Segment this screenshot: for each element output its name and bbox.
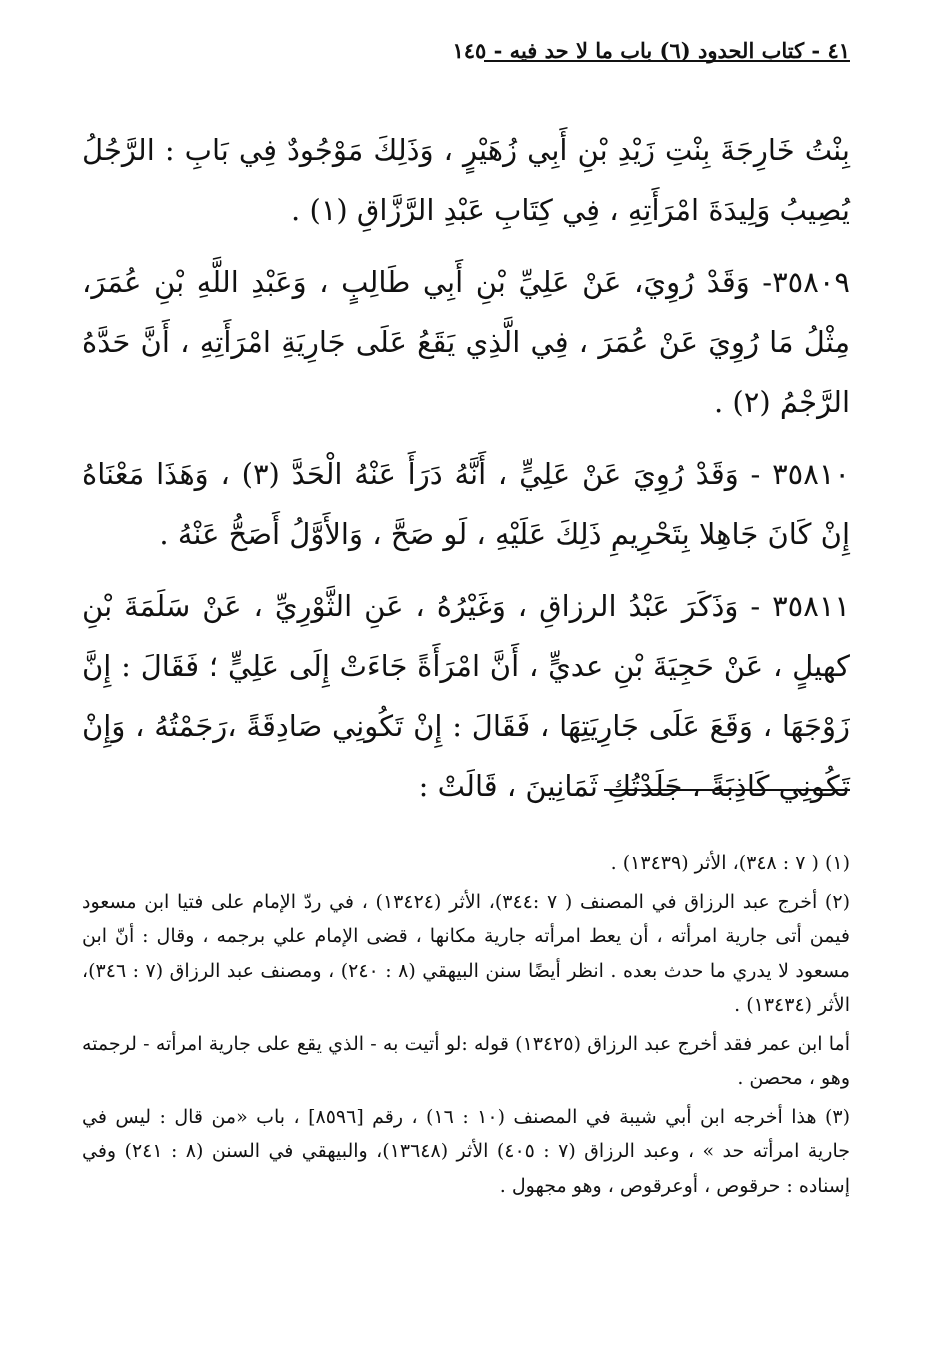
footnote-2: (٢) أخرج عبد الرزاق في المصنف ( ٧ :٣٤٤)، الأثر (١٣٤٢٤) ، في ردّ الإمام على فتيا ابن مسعود فيمن أتى جارية امرأته ، أن يعط امرأته جارية مكانها ، قضى الإمام علي برجمه ، وقال : أنّ ابن مسعود لا يدري ما حدث بعده . انظر أيضًا سنن البيهقي (٨ : ٢٤٠) ، ومصنف عبد الرزاق (٧ : ٣٤٦)، الأثر (١٣٤٣٤) . <box>82 890 850 1016</box>
paragraph-35810: ٣٥٨١٠ - وَقَدْ رُوِيَ عَنْ عَلِيٍّ ، أَنَّهُ دَرَأَ عَنْهُ الْحَدَّ (٣) ، وَهَذَا مَعْنَاهُ إِنْ كَانَ جَاهِلا بِتَحْرِيمِ ذَلِكَ عَلَيْهِ ، لَو صَحَّ ، وَالأَوَّلُ أَصَحُّ عَنْهُ . <box>82 457 850 551</box>
main-text <box>82 120 850 828</box>
footnotes <box>82 846 850 1207</box>
header-rule <box>484 60 850 62</box>
paragraph-35809: ٣٥٨٠٩- وَقَدْ رُوِيَ، عَنْ عَلِيِّ بْنِ أَبِي طَالِبٍ ، وَعَبْدِ اللَّهِ بْنِ عُمَرَ، مِثْلُ مَا رُوِيَ عَنْ عُمَرَ ، فِي الَّذِي يَقَعُ عَلَى جَارِيَةِ امْرَأَتِهِ ، أَنَّ حَدَّهُ الرَّجْمُ (٢) . <box>82 265 850 419</box>
paragraph-continuation: بِنْتُ خَارِجَةَ بِنْتِ زَيْدِ بْنِ أَبِي زُهَيْرٍ ، وَذَلِكَ مَوْجُودٌ فِي بَابِ : الرَّجُلُ يُصِيبُ وَلِيدَةَ امْرَأَتِهِ ، فِي كِتَابِ عَبْدِ الرَّزَّاقِ (١) . <box>82 133 850 227</box>
footnote-2-continued: أما ابن عمر فقد أخرج عبد الرزاق (١٣٤٢٥) قوله :لو أتيت به - الذي يقع على جارية امرأته - لرجمته وهو ، محصن . <box>82 1032 850 1089</box>
footnote-rule <box>604 789 850 791</box>
footnote-3: (٣) هذا أخرجه ابن أبي شيبة في المصنف (١٠ : ١٦) ، رقم [٨٥٩٦] ، باب «من قال : ليس في جارية امرأته حد » ، وعبد الرزاق (٧ : ٤٠٥) الأثر (١٣٦٤٨)، والبيهقي في السنن (٨ : ٢٤١) وفي إسناده : حرقوص ، أوعرقوص ، وهو مجهول . <box>82 1105 851 1197</box>
paragraph-35811: ٣٥٨١١ - وَذَكَرَ عَبْدُ الرزاقِ ، وَغَيْرُهُ ، عَنِ الثَّوْرِيِّ ، عَنْ سَلَمَةَ بْنِ كهيلٍ ، عَنْ حَجِيَةَ بْنِ عديٍّ ، أَنَّ امْرَأَةً جَاءَتْ إِلَى عَلِيٍّ ؛ فَقَالَ : إِنَّ زَوْجَهَا ، وَقَعَ عَلَى جَارِيَتِهَا ، فَقَالَ : إِنْ تَكُونِي صَادِقَةً ،رَجَمْتُهُ ، وَإِنْ تَكُونِي كَاذِبَةً ، جَلَدْتُكِ ثَمَانِينَ ، قَالَتْ : <box>82 589 850 803</box>
footnote-1: (١) ( ٧ : ٣٤٨)، الأثر (١٣٤٣٩) . <box>610 852 850 874</box>
running-header: ٤١ - كتاب الحدود (٦) باب ما لا حد فيه - ١٤٥ <box>452 38 850 63</box>
